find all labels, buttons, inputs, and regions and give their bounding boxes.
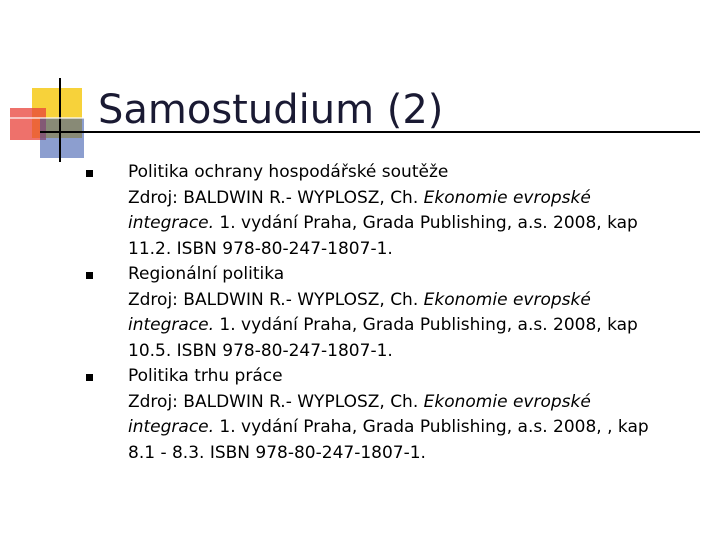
source-line: integrace. 1. vydání Praha, Grada Publishing, a.s. 2008, kap bbox=[128, 315, 638, 335]
square-bullet-icon bbox=[86, 170, 93, 177]
source-line: Zdroj: BALDWIN R.- WYPLOSZ, Ch. Ekonomie evropské bbox=[128, 391, 591, 412]
slide-title: Samostudium (2) bbox=[98, 87, 444, 133]
source-line: Zdroj: BALDWIN R.- WYPLOSZ, Ch. Ekonomie evropské bbox=[128, 187, 591, 208]
bullet-list bbox=[86, 160, 686, 466]
source-line: integrace. 1. vydání Praha, Grada Publishing, a.s. 2008, kap bbox=[128, 213, 638, 233]
bullet-heading: Politika trhu práce bbox=[128, 366, 283, 386]
square-bullet-icon bbox=[86, 272, 93, 279]
bullet-item bbox=[86, 262, 686, 364]
bullet-heading: Politika ochrany hospodářské soutěže bbox=[128, 162, 449, 182]
source-line: Zdroj: BALDWIN R.- WYPLOSZ, Ch. Ekonomie evropské bbox=[128, 289, 591, 310]
decorative-squares-logo bbox=[0, 0, 100, 170]
blue-square bbox=[40, 118, 84, 158]
bullet-item bbox=[86, 160, 686, 262]
source-line: 10.5. ISBN 978-80-247-1807-1. bbox=[128, 340, 393, 361]
source-line: integrace. 1. vydání Praha, Grada Publishing, a.s. 2008, , kap bbox=[128, 417, 649, 437]
bullet-heading: Regionální politika bbox=[128, 264, 285, 284]
square-bullet-icon bbox=[86, 374, 93, 381]
source-line: 11.2. ISBN 978-80-247-1807-1. bbox=[128, 238, 393, 259]
bullet-item bbox=[86, 364, 686, 466]
source-line: 8.1 - 8.3. ISBN 978-80-247-1807-1. bbox=[128, 442, 426, 463]
